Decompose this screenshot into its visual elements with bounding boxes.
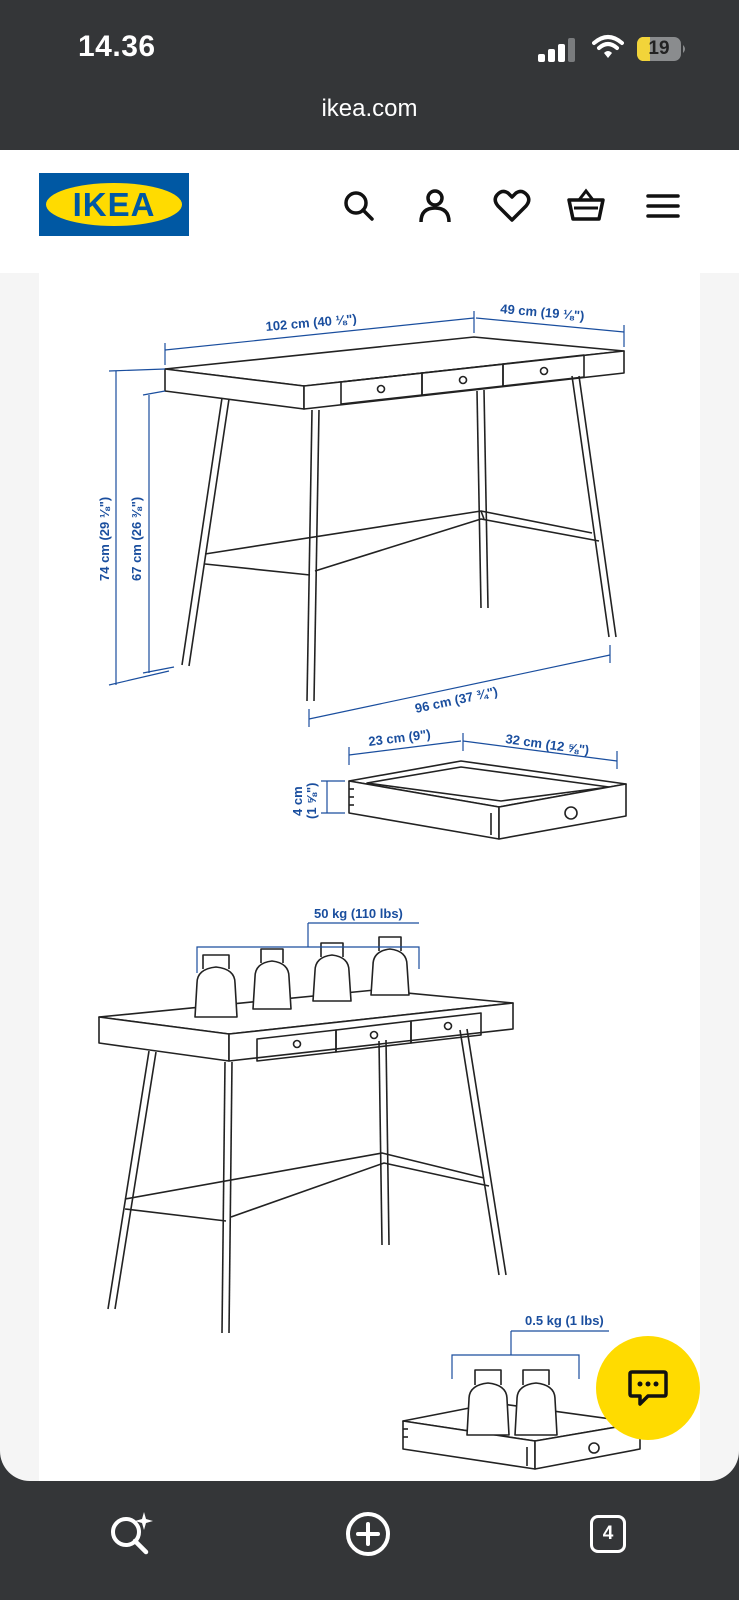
leg-span-label: 96 cm (37 ¾") (413, 683, 500, 716)
ikea-logo[interactable] (39, 173, 189, 236)
chat-button[interactable] (596, 1336, 700, 1440)
status-time: 14.36 (78, 30, 156, 63)
wifi-icon (592, 33, 624, 61)
drawer-width-label: 23 cm (9") (367, 726, 432, 749)
menu-icon[interactable] (643, 186, 683, 226)
drawer-load-label: 0.5 kg (1 lbs) (525, 1313, 604, 1328)
search-icon[interactable] (339, 186, 379, 226)
address-bar-url[interactable]: ikea.com (321, 95, 418, 122)
drawer-height-in-label: (1 ⅝") (304, 782, 319, 819)
cellular-signal-icon (538, 38, 578, 62)
desk-load-drawing (99, 937, 513, 1333)
battery-level: 19 (648, 38, 670, 59)
dimension-drawings (39, 273, 700, 1481)
ai-search-icon[interactable] (106, 1508, 158, 1560)
cart-icon[interactable] (566, 186, 606, 226)
logo-text: IKEA (72, 186, 156, 223)
chat-icon (626, 1366, 670, 1410)
site-header (0, 150, 739, 273)
drawer-depth-label: 32 cm (12 ⅝") (504, 731, 591, 758)
account-icon[interactable] (415, 186, 455, 226)
desk-dimension-drawing (165, 337, 624, 701)
desk-height-label: 74 cm (29 ⅛") (97, 496, 112, 581)
desk-load-label: 50 kg (110 lbs) (314, 906, 403, 921)
drawer-height-cm-label: 4 cm (290, 786, 305, 816)
desk-depth-label: 49 cm (19 ⅛") (499, 301, 585, 324)
tabs-button[interactable]: 4 (590, 1515, 626, 1553)
web-page (0, 150, 739, 1481)
desk-width-label: 102 cm (40 ⅛") (264, 311, 358, 334)
product-dimension-images (39, 273, 700, 1481)
logo-registered-mark: ® (179, 187, 185, 194)
new-tab-icon[interactable] (342, 1508, 394, 1560)
drawer-dimension-drawing (349, 761, 626, 839)
favourites-icon[interactable] (492, 186, 532, 226)
knee-height-label: 67 cm (26 ⅜") (129, 496, 144, 581)
status-bar (0, 0, 739, 150)
